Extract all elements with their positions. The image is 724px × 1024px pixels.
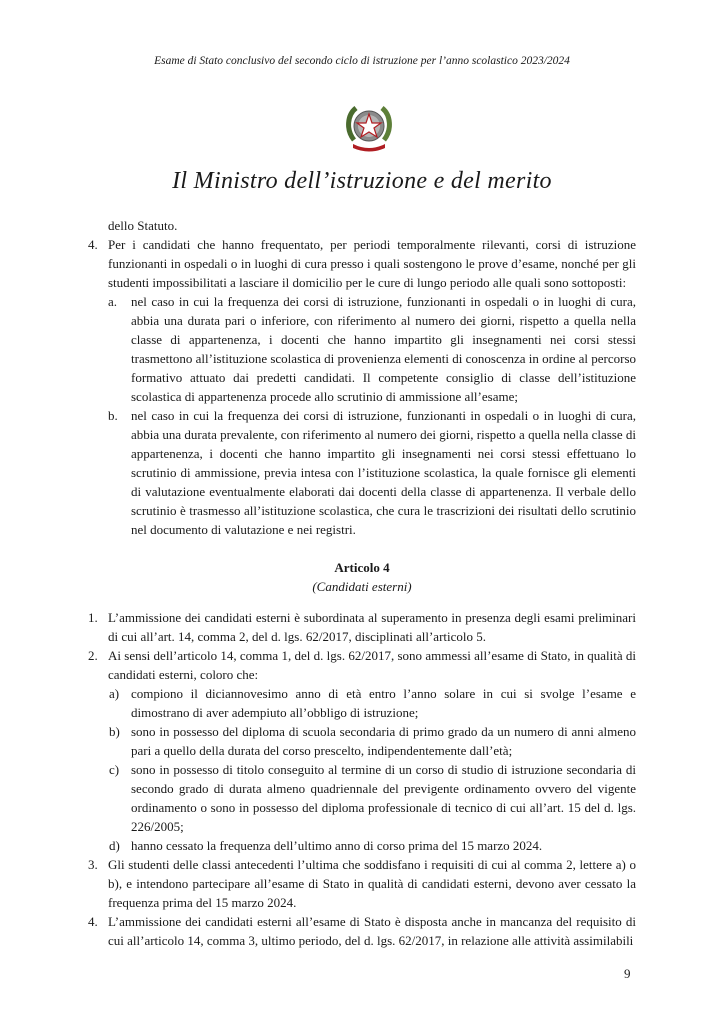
italian-republic-emblem-icon xyxy=(344,100,394,154)
sub-item-text: compiono il diciannovesimo anno di età entro l’anno solare in cui si svolge l’esame e dimostrano di aver adempiuto all’obbligo di istruzione; xyxy=(131,686,636,720)
item-number: 3. xyxy=(88,857,98,872)
item-text: L’ammissione dei candidati esterni è subordinata al superamento in presenza degli esami preliminari di cui all’art. 14, comma 2, del d. lgs. 62/2017, disciplinati all’articolo 5. xyxy=(108,610,636,644)
item-text: Gli studenti delle classi antecedenti l’ultima che soddisfano i requisiti di cui al comma 2, lettere a) o b), e intendono partecipare all’esame di Stato in qualità di candidati esterni, devono aver cessato la frequenza prima del 15 marzo 2024. xyxy=(108,857,636,910)
sub-item-text: sono in possesso del diploma di scuola secondaria di primo grado da un numero di anni almeno pari a quello della durata del corso prescelto, indipendentemente dall’età; xyxy=(131,724,636,758)
list-item xyxy=(88,608,636,646)
item-text: Ai sensi dell’articolo 14, comma 1, del d. lgs. 62/2017, sono ammessi all’esame di Stato, in qualità di candidati esterni, coloro che: xyxy=(108,648,636,682)
paragraph-continuation: dello Statuto. xyxy=(108,218,178,233)
article-subtitle: (Candidati esterni) xyxy=(312,579,412,594)
sub-item-text: hanno cessato la frequenza dell’ultimo anno di corso prima del 15 marzo 2024. xyxy=(131,838,543,853)
article-title: Articolo 4 xyxy=(334,560,390,575)
sub-item-label: d) xyxy=(109,838,120,853)
item-number: 1. xyxy=(88,610,98,625)
ministry-title: Il Ministro dell’istruzione e del merito xyxy=(172,168,552,194)
item-number: 4. xyxy=(88,237,98,252)
sub-item xyxy=(88,292,636,406)
list-item xyxy=(88,855,636,912)
sub-item xyxy=(88,406,636,539)
item-number: 2. xyxy=(88,648,98,663)
item-number: 4. xyxy=(88,914,98,929)
sub-item-text: nel caso in cui la frequenza dei corsi di istruzione, funzionanti in ospedali o in luoghi di cura, abbia una durata pari o inferiore, con riferimento al numero dei giorni, rispetto a quella nella classe di appartenenza, i docenti che hanno impartito gli insegnamenti nei corsi stessi trasmettono all’istituzione scolastica di provenienza elementi di conoscenza in ordine al percorso formativo attuato dai predetti candidati. Il competente consiglio di classe dell’istituzione scolastica di appartenenza procede allo scrutinio di ammissione all’esame; xyxy=(131,294,637,404)
running-header: Esame di Stato conclusivo del secondo ciclo di istruzione per l’anno scolastico 2023/2024 xyxy=(154,55,570,67)
sub-item xyxy=(88,836,636,855)
item-text: Per i candidati che hanno frequentato, per periodi temporalmente rilevanti, corsi di istruzione funzionanti in ospedali o in luoghi di cura presso i quali sostengono le prove d’esame, nonché per gli studenti impossibilitati a lasciare il domicilio per le cure di lungo periodo alle quali sono sottoposti: xyxy=(108,237,636,290)
sub-item-label: b) xyxy=(109,724,120,739)
sub-item-text: nel caso in cui la frequenza dei corsi di istruzione, funzionanti in ospedali o in luoghi di cura, abbia una durata prevalente, con riferimento al numero dei giorni, rispetto a quella nella classe di appartenenza, i docenti che hanno impartito gli insegnamenti nei corsi stessi effettuano lo scrutinio di ammissione, previa intesa con l’istituzione scolastica, la quale fornisce gli elementi di valutazione eventualmente elaborati dai docenti della classe di appartenenza. Il verbale dello scrutinio è trasmesso all’istituzione scolastica, che cura le trascrizioni dei risultati dello scrutinio nel documento di valutazione e nei registri. xyxy=(131,408,637,537)
item-text: L’ammissione dei candidati esterni all’esame di Stato è disposta anche in mancanza del requisito di cui all’articolo 14, comma 3, ultimo periodo, del d. lgs. 62/2017, in relazione alle attività assimilabili xyxy=(108,914,636,948)
sub-item-label: a. xyxy=(108,294,118,309)
list-item xyxy=(88,235,636,292)
sub-item xyxy=(88,684,636,722)
sub-item-label: b. xyxy=(108,408,118,423)
sub-item xyxy=(88,760,636,836)
document-body xyxy=(88,216,636,950)
page-number: 9 xyxy=(624,966,631,981)
sub-item-label: c) xyxy=(109,762,120,777)
sub-item xyxy=(88,722,636,760)
list-item xyxy=(88,646,636,684)
list-item xyxy=(88,912,636,950)
sub-item-label: a) xyxy=(109,686,120,701)
sub-item-text: sono in possesso di titolo conseguito al termine di un corso di studio di istruzione secondaria di secondo grado di durata almeno quadriennale del previgente ordinamento ovvero del vigente ordinamento o sono in possesso del diploma professionale di tecnico di cui all’art. 15 del d. lgs. 226/2005; xyxy=(131,762,636,834)
